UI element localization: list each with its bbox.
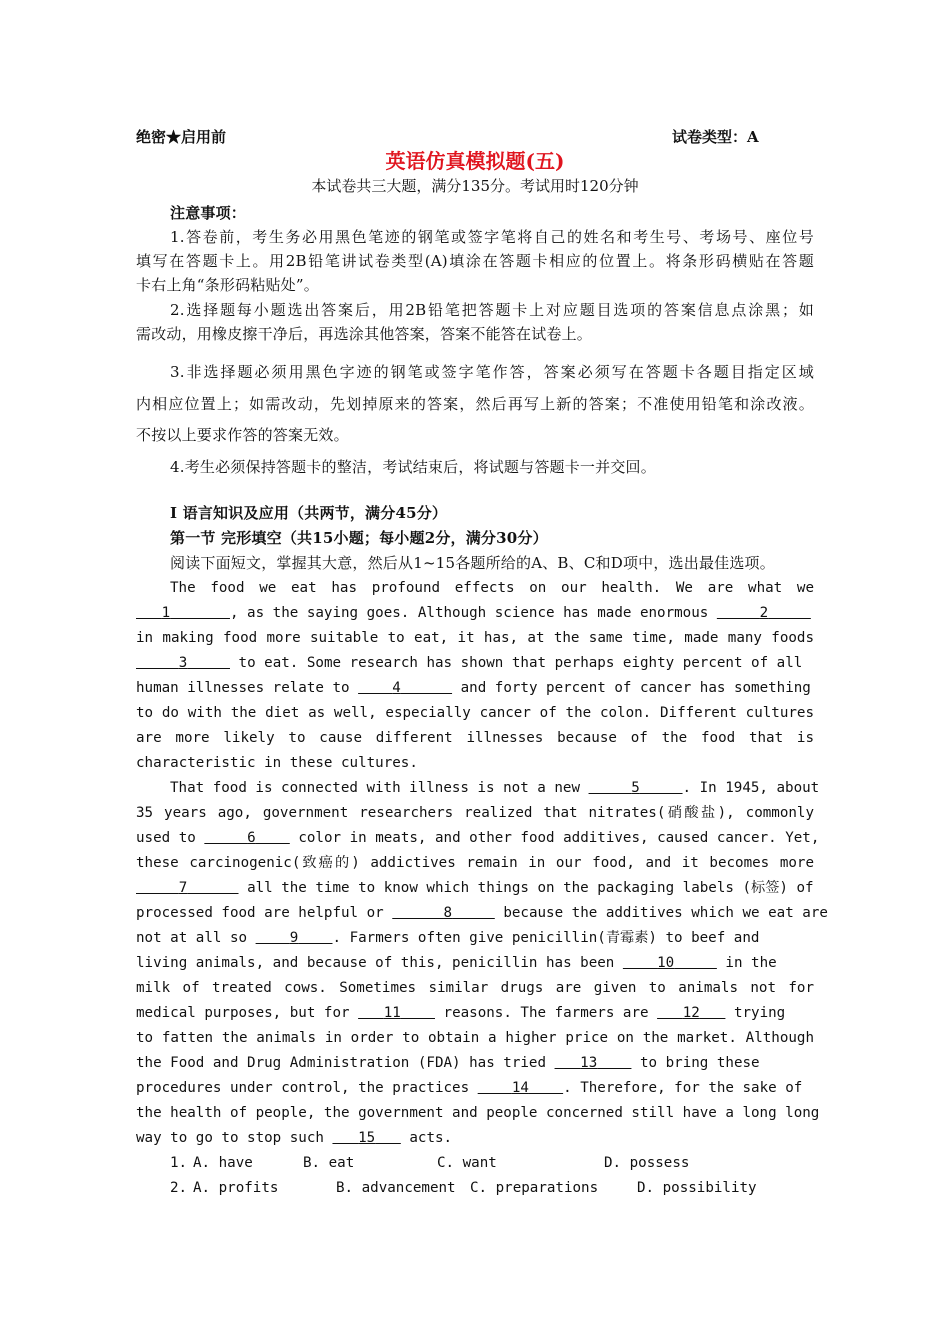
blank-10[interactable]: 10 (657, 955, 675, 971)
blank-4[interactable]: 4 (392, 680, 401, 696)
notice-line: 不按以上要求作答的答案无效。 (136, 426, 349, 444)
passage-line: 35 years ago, government researchers realized that nitrates(硝酸盐), commonly (136, 805, 814, 821)
notice-line: 需改动，用橡皮擦干净后，再选涂其他答案，答案不能答在试卷上。 (136, 325, 593, 343)
passage-line: That food is connected with illness is not a new 5 . In 1945, about (170, 780, 820, 796)
passage-line: living animals, and because of this, penicillin has been 10 in the (136, 955, 777, 971)
paper-type: 试卷类型：A (672, 128, 759, 146)
passage-line: 7 all the time to know which things on the packaging labels (标签) of (136, 876, 814, 901)
passage-line: 1 , as the saying goes. Although science has made enormous 2 (136, 601, 814, 626)
option-a[interactable]: A. profits (193, 1180, 279, 1196)
passage-line: the health of people, the government and people concerned still have a long long (136, 1105, 820, 1121)
notice-line: 填写在答题卡上。用2B铅笔讲试卷类型(A)填涂在答题卡相应的位置上。将条形码横贴在答题 (136, 252, 814, 270)
option-c[interactable]: C. preparations (470, 1180, 599, 1196)
passage-line: in making food more suitable to eat, it has, at the same time, made many foods (136, 630, 814, 646)
blank-8[interactable]: 8 (443, 905, 453, 921)
passage-line: the Food and Drug Administration (FDA) has tried 13 to bring these (136, 1055, 760, 1071)
notice-line: 1.答卷前，考生务必用黑色笔迹的钢笔或签字笔将自己的姓名和考生号、考场号、座位号 (170, 228, 814, 246)
secret-label: 绝密★启用前 (136, 128, 227, 146)
option-a[interactable]: A. have (193, 1155, 253, 1171)
option-d[interactable]: D. possess (604, 1155, 690, 1171)
blank-11[interactable]: 11 (383, 1005, 401, 1021)
blank-3[interactable]: 3 (178, 655, 188, 671)
passage-line: processed food are helpful or 8 because the additives which we eat are (136, 905, 828, 921)
passage-line: to do with the diet as well, especially cancer of the colon. Different cultures (136, 705, 814, 721)
blank-9[interactable]: 9 (289, 930, 299, 946)
notice-line: 2.选择题每小题选出答案后，用2B铅笔把答题卡上对应题目选项的答案信息点涂黑；如 (170, 301, 814, 319)
option-d[interactable]: D. possibility (637, 1180, 757, 1196)
blank-12[interactable]: 12 (682, 1005, 700, 1021)
blank-14[interactable]: 14 (511, 1080, 529, 1096)
passage-line: not at all so 9 . Farmers often give penicillin(青霉素) to beef and (136, 930, 760, 946)
blank-6[interactable]: 6 (247, 830, 256, 846)
passage-line: way to go to stop such 15 acts. (136, 1130, 453, 1146)
passage-line: milk of treated cows. Sometimes similar drugs are given to animals not for (136, 980, 814, 996)
passage-line: human illnesses relate to 4 and forty percent of cancer has something (136, 680, 811, 696)
passage-line: procedures under control, the practices 14 . Therefore, for the sake of (136, 1080, 803, 1096)
page-subtitle: 本试卷共三大题，满分135分。考试用时120分钟 (311, 177, 639, 195)
blank-15[interactable]: 15 (358, 1130, 376, 1146)
passage-line: medical purposes, but for 11 reasons. The farmers are 12 trying (136, 1005, 786, 1021)
notice-heading: 注意事项： (170, 204, 247, 222)
passage-line: these carcinogenic(致癌的) addictives remain in our food, and it becomes more (136, 855, 814, 871)
notice-line: 内相应位置上；如需改动，先划掉原来的答案，然后再写上新的答案；不准使用铅笔和涂改液。 (136, 395, 814, 413)
blank-5[interactable]: 5 (631, 780, 640, 796)
option-c[interactable]: C. want (437, 1155, 497, 1171)
passage-line: used to 6 color in meats, and other food additives, caused cancer. Yet, (136, 830, 820, 846)
notice-line: 4.考生必须保持答题卡的整洁，考试结束后，将试题与答题卡一并交回。 (170, 458, 656, 476)
blank-1[interactable]: 1 (161, 605, 171, 621)
passage-line: The food we eat has profound effects on our health. We are what we (170, 580, 814, 596)
option-b[interactable]: B. eat (303, 1155, 355, 1171)
passage-line: 3 to eat. Some research has shown that perhaps eighty percent of all (136, 651, 814, 676)
passage-line: are more likely to cause different illnesses because of the food that is (136, 730, 814, 746)
blank-13[interactable]: 13 (580, 1055, 598, 1071)
question-number: 2. (170, 1180, 188, 1196)
question-number: 1. (170, 1155, 188, 1171)
instruction: 阅读下面短文，掌握其大意，然后从1~15各题所给的A、B、C和D项中，选出最佳选项。 (170, 554, 775, 572)
blank-7[interactable]: 7 (178, 880, 188, 896)
option-b[interactable]: B. advancement (336, 1180, 456, 1196)
blank-2[interactable]: 2 (759, 605, 769, 621)
passage-line: to fatten the animals in order to obtain a higher price on the market. Although (136, 1030, 814, 1046)
section-heading: 第一节 完形填空（共15小题；每小题2分，满分30分） (170, 529, 548, 547)
notice-line: 卡右上角“条形码粘贴处”。 (136, 276, 319, 294)
part-heading: I 语言知识及应用（共两节，满分45分） (170, 504, 448, 522)
notice-line: 3.非选择题必须用黑色字迹的钢笔或签字笔作答，答案必须写在答题卡各题目指定区域 (170, 363, 814, 381)
passage-line: characteristic in these cultures. (136, 755, 418, 771)
page-title: 英语仿真模拟题(五) (385, 149, 565, 173)
